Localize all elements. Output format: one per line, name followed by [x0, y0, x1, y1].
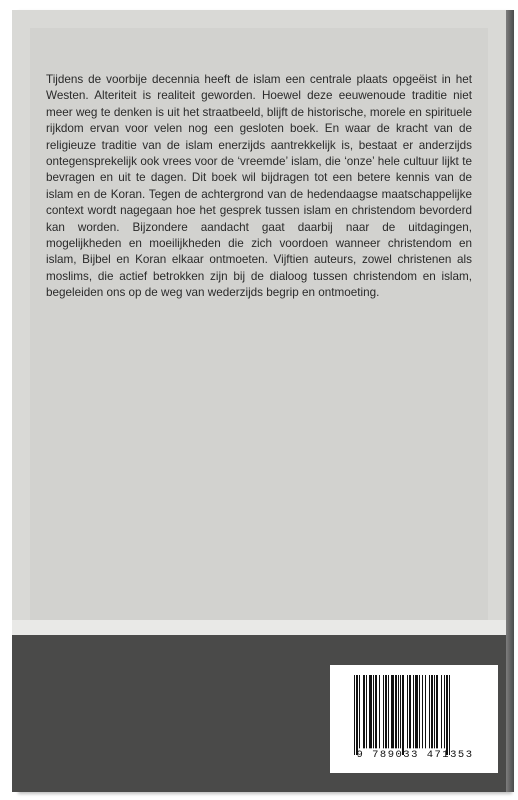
barcode-bar	[395, 675, 397, 748]
barcode-bar	[369, 675, 372, 748]
barcode-bar	[446, 675, 448, 755]
barcode-bar	[359, 675, 360, 748]
barcode-bar	[363, 675, 365, 748]
barcode-bar	[388, 675, 389, 748]
barcode-bar	[422, 675, 423, 748]
barcode-bar	[444, 675, 445, 748]
book-spine-edge	[506, 10, 514, 792]
barcode-bar	[449, 675, 450, 755]
barcode-bar	[402, 675, 404, 755]
barcode-bar	[441, 675, 442, 748]
barcode-bar	[375, 675, 377, 748]
barcode-bar	[400, 675, 401, 748]
barcode-image	[352, 675, 482, 755]
barcode-bar	[429, 675, 430, 748]
barcode-bar	[356, 675, 358, 755]
barcode-bar	[398, 675, 399, 748]
barcode-bar	[379, 675, 380, 748]
isbn-number: 9 789033 471353	[356, 749, 474, 761]
barcode-bar	[354, 675, 355, 755]
barcode-bar	[434, 675, 435, 748]
barcode-bar	[385, 675, 387, 748]
barcode-bar	[413, 675, 414, 748]
barcode-bar	[366, 675, 367, 748]
barcode-bar	[419, 675, 420, 748]
barcode-bar	[383, 675, 384, 748]
back-cover-blurb: Tijdens de voorbije decennia heeft de islam een centrale plaats opgeëist in het Westen. Alteriteit is realiteit geworden. Hoewel deze eeuwenoude traditie niet meer weg te denken is uit het straatbeeld, blijft de historische, morele en spirituele rijkdom ervan voor velen nog een gesloten boek. En waar de kracht van de religieuze traditie van de islam enerzijds aantrekkelijk is, bestaat er anderzijds ontegensprekelijk ook vrees voor de ‘vreemde’ islam, die ‘onze’ hele cultuur lijkt te bevragen en uit te dagen. Dit boek wil bijdragen tot een betere kennis van de islam en de Koran. Tegen de achtergrond van de hedendaagse maatschappelijke context wordt nagegaan hoe het gesprek tussen islam en christendom bevorderd kan worden. Bijzondere aandacht gaat daarbij naar de uitdagingen, mogelijkheden en moeilijkheden die zich voordoen wanneer christendom en islam, Bijbel en Koran elkaar ontmoeten. Vijftien auteurs, zowel christenen als moslims, die actief betrokken zijn bij de dialoog tussen christendom en islam, begeleiden ons op de weg van wederzijds begrip en ontmoeting.	[46, 73, 472, 300]
barcode-bar	[373, 675, 374, 748]
barcode-bar	[425, 675, 426, 748]
barcode-label	[330, 665, 498, 773]
barcode-bar	[409, 675, 411, 748]
barcode-bar	[415, 675, 418, 748]
barcode-bar	[436, 675, 438, 748]
barcode-bar	[431, 675, 433, 748]
barcode-bar	[391, 675, 394, 748]
barcode-bar	[407, 675, 408, 748]
